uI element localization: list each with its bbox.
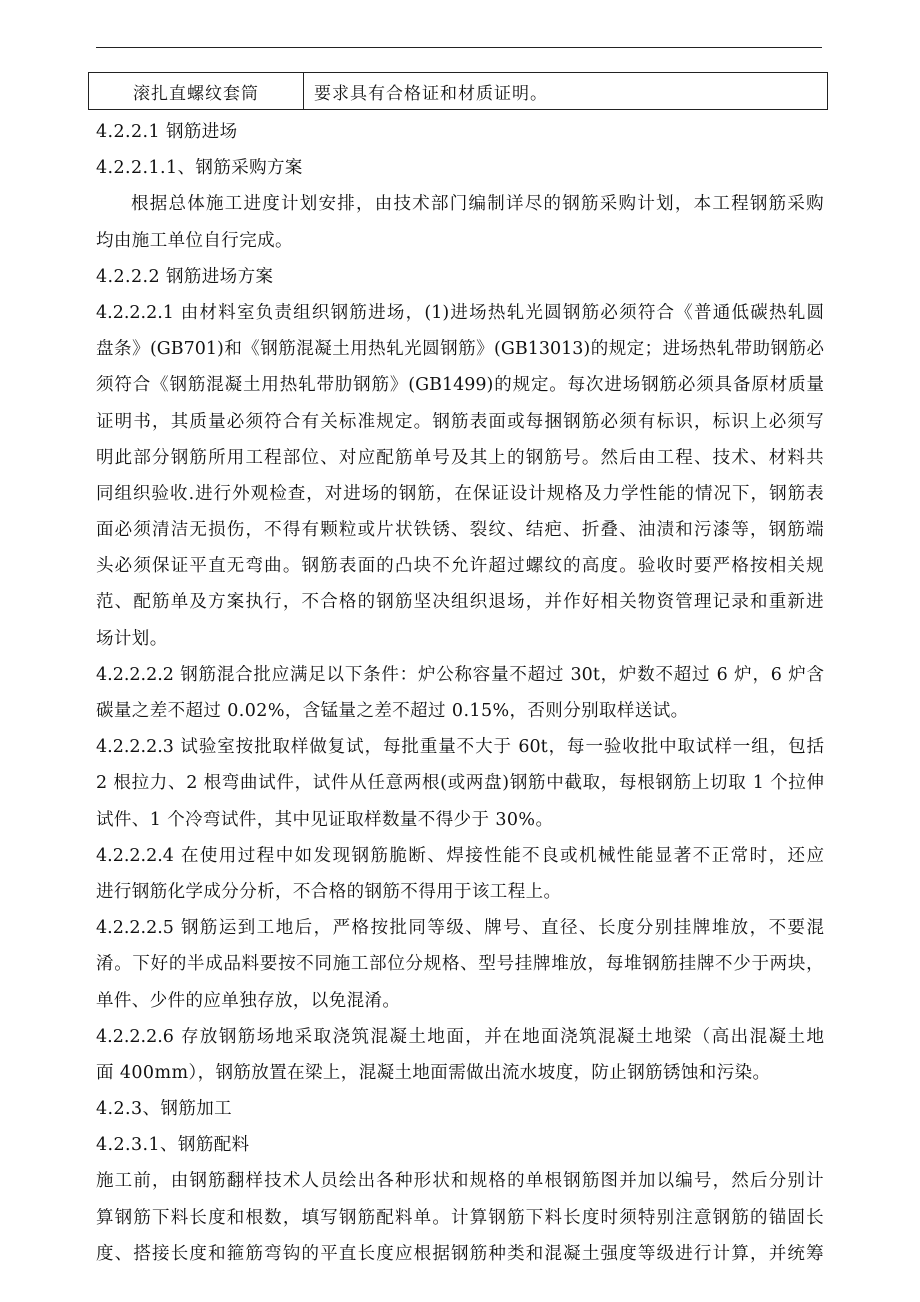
table-cell-item: 滚扎直螺纹套筒 [89, 73, 304, 110]
document-body [96, 114, 824, 1272]
paragraph-line: 4.2.2.2.6 存放钢筋场地采取浇筑混凝土地面，并在地面浇筑混凝土地梁（高出混凝土地 [96, 1026, 824, 1047]
section-heading: 4.2.2.1.1、钢筋采购方案 [96, 158, 303, 179]
paragraph-line: 4.2.2.2.5 钢筋运到工地后，严格按批同等级、牌号、直径、长度分别挂牌堆放，不要混 [96, 918, 824, 939]
table-row [89, 73, 828, 110]
paragraph-line: 2 根拉力、2 根弯曲试件，试件从任意两根(或两盘)钢筋中截取，每根钢筋上切取 1 个拉伸 [96, 773, 824, 794]
section-heading: 4.2.2.1 钢筋进场 [96, 122, 238, 142]
section-heading: 4.2.3.1、钢筋配料 [96, 1135, 250, 1156]
paragraph-line: 均由施工单位自行完成。 [96, 230, 293, 251]
paragraph-line: 范、配筋单及方案执行，不合格的钢筋坚决组织退场，并作好相关物资管理记录和重新进 [96, 592, 824, 613]
paragraph-line: 4.2.2.2.2 钢筋混合批应满足以下条件：炉公称容量不超过 30t，炉数不超过 6 炉，6 炉含 [96, 664, 824, 685]
paragraph-line: 面必须清洁无损伤，不得有颗粒或片状铁锈、裂纹、结疤、折叠、油渍和污漆等，钢筋端 [96, 520, 824, 541]
paragraph-line: 同组织验收.进行外观检查，对进场的钢筋，在保证设计规格及力学性能的情况下，钢筋表 [96, 483, 824, 504]
paragraph-line: 4.2.2.2.3 试验室按批取样做复试，每批重量不大于 60t，每一验收批中取试样一组，包括 [96, 737, 824, 758]
paragraph-line: 证明书，其质量必须符合有关标准规定。钢筋表面或每捆钢筋必须有标识，标识上必须写 [96, 411, 824, 432]
paragraph-line: 面 400mm），钢筋放置在梁上，混凝土地面需做出流水坡度，防止钢筋锈蚀和污染。 [96, 1062, 771, 1083]
paragraph-line: 试件、1 个冷弯试件，其中见证取样数量不得少于 30%。 [96, 809, 554, 830]
paragraph-line: 根据总体施工进度计划安排，由技术部门编制详尽的钢筋采购计划，本工程钢筋采购 [131, 194, 824, 215]
material-spec-table [88, 72, 828, 110]
table-cell-requirement: 要求具有合格证和材质证明。 [304, 73, 828, 110]
paragraph-line: 度、搭接长度和箍筋弯钩的平直长度应根据钢筋种类和混凝土强度等级进行计算，并统筹 [96, 1243, 824, 1264]
paragraph-line: 头必须保证平直无弯曲。钢筋表面的凸块不允许超过螺纹的高度。验收时要严格按相关规 [96, 556, 824, 577]
paragraph-line: 淆。下好的半成品料要按不同施工部位分规格、型号挂牌堆放，每堆钢筋挂牌不少于两块， [96, 954, 824, 975]
paragraph-line: 施工前，由钢筋翻样技术人员绘出各种形状和规格的单根钢筋图并加以编号，然后分别计 [96, 1171, 824, 1192]
paragraph-line: 碳量之差不超过 0.02%，含锰量之差不超过 0.15%，否则分别取样送试。 [96, 701, 689, 721]
paragraph-line: 单件、少件的应单独存放，以免混淆。 [96, 990, 401, 1011]
paragraph-line: 进行钢筋化学成分分析，不合格的钢筋不得用于该工程上。 [96, 881, 562, 902]
section-heading: 4.2.2.2 钢筋进场方案 [96, 266, 274, 287]
paragraph-line: 4.2.2.2.1 由材料室负责组织钢筋进场，(1)进场热轧光圆钢筋必须符合《普通低碳热轧圆 [96, 302, 824, 323]
paragraph-line: 明此部分钢筋所用工程部位、对应配筋单号及其上的钢筋号。然后由工程、技术、材料共 [96, 447, 824, 468]
paragraph-line: 须符合《钢筋混凝土用热轧带肋钢筋》(GB1499)的规定。每次进场钢筋必须具备原材质量 [96, 375, 824, 396]
header-rule [96, 47, 822, 48]
paragraph-line: 盘条》(GB701)和《钢筋混凝土用热轧光圆钢筋》(GB13013)的规定；进场热轧带助钢筋必 [96, 339, 824, 360]
paragraph-line: 4.2.2.2.4 在使用过程中如发现钢筋脆断、焊接性能不良或机械性能显著不正常时，还应 [96, 845, 824, 866]
section-heading: 4.2.3、钢筋加工 [96, 1099, 233, 1120]
paragraph-line: 算钢筋下料长度和根数，填写钢筋配料单。计算钢筋下料长度时须特别注意钢筋的锚固长 [96, 1207, 824, 1228]
paragraph-line: 场计划。 [96, 628, 168, 649]
